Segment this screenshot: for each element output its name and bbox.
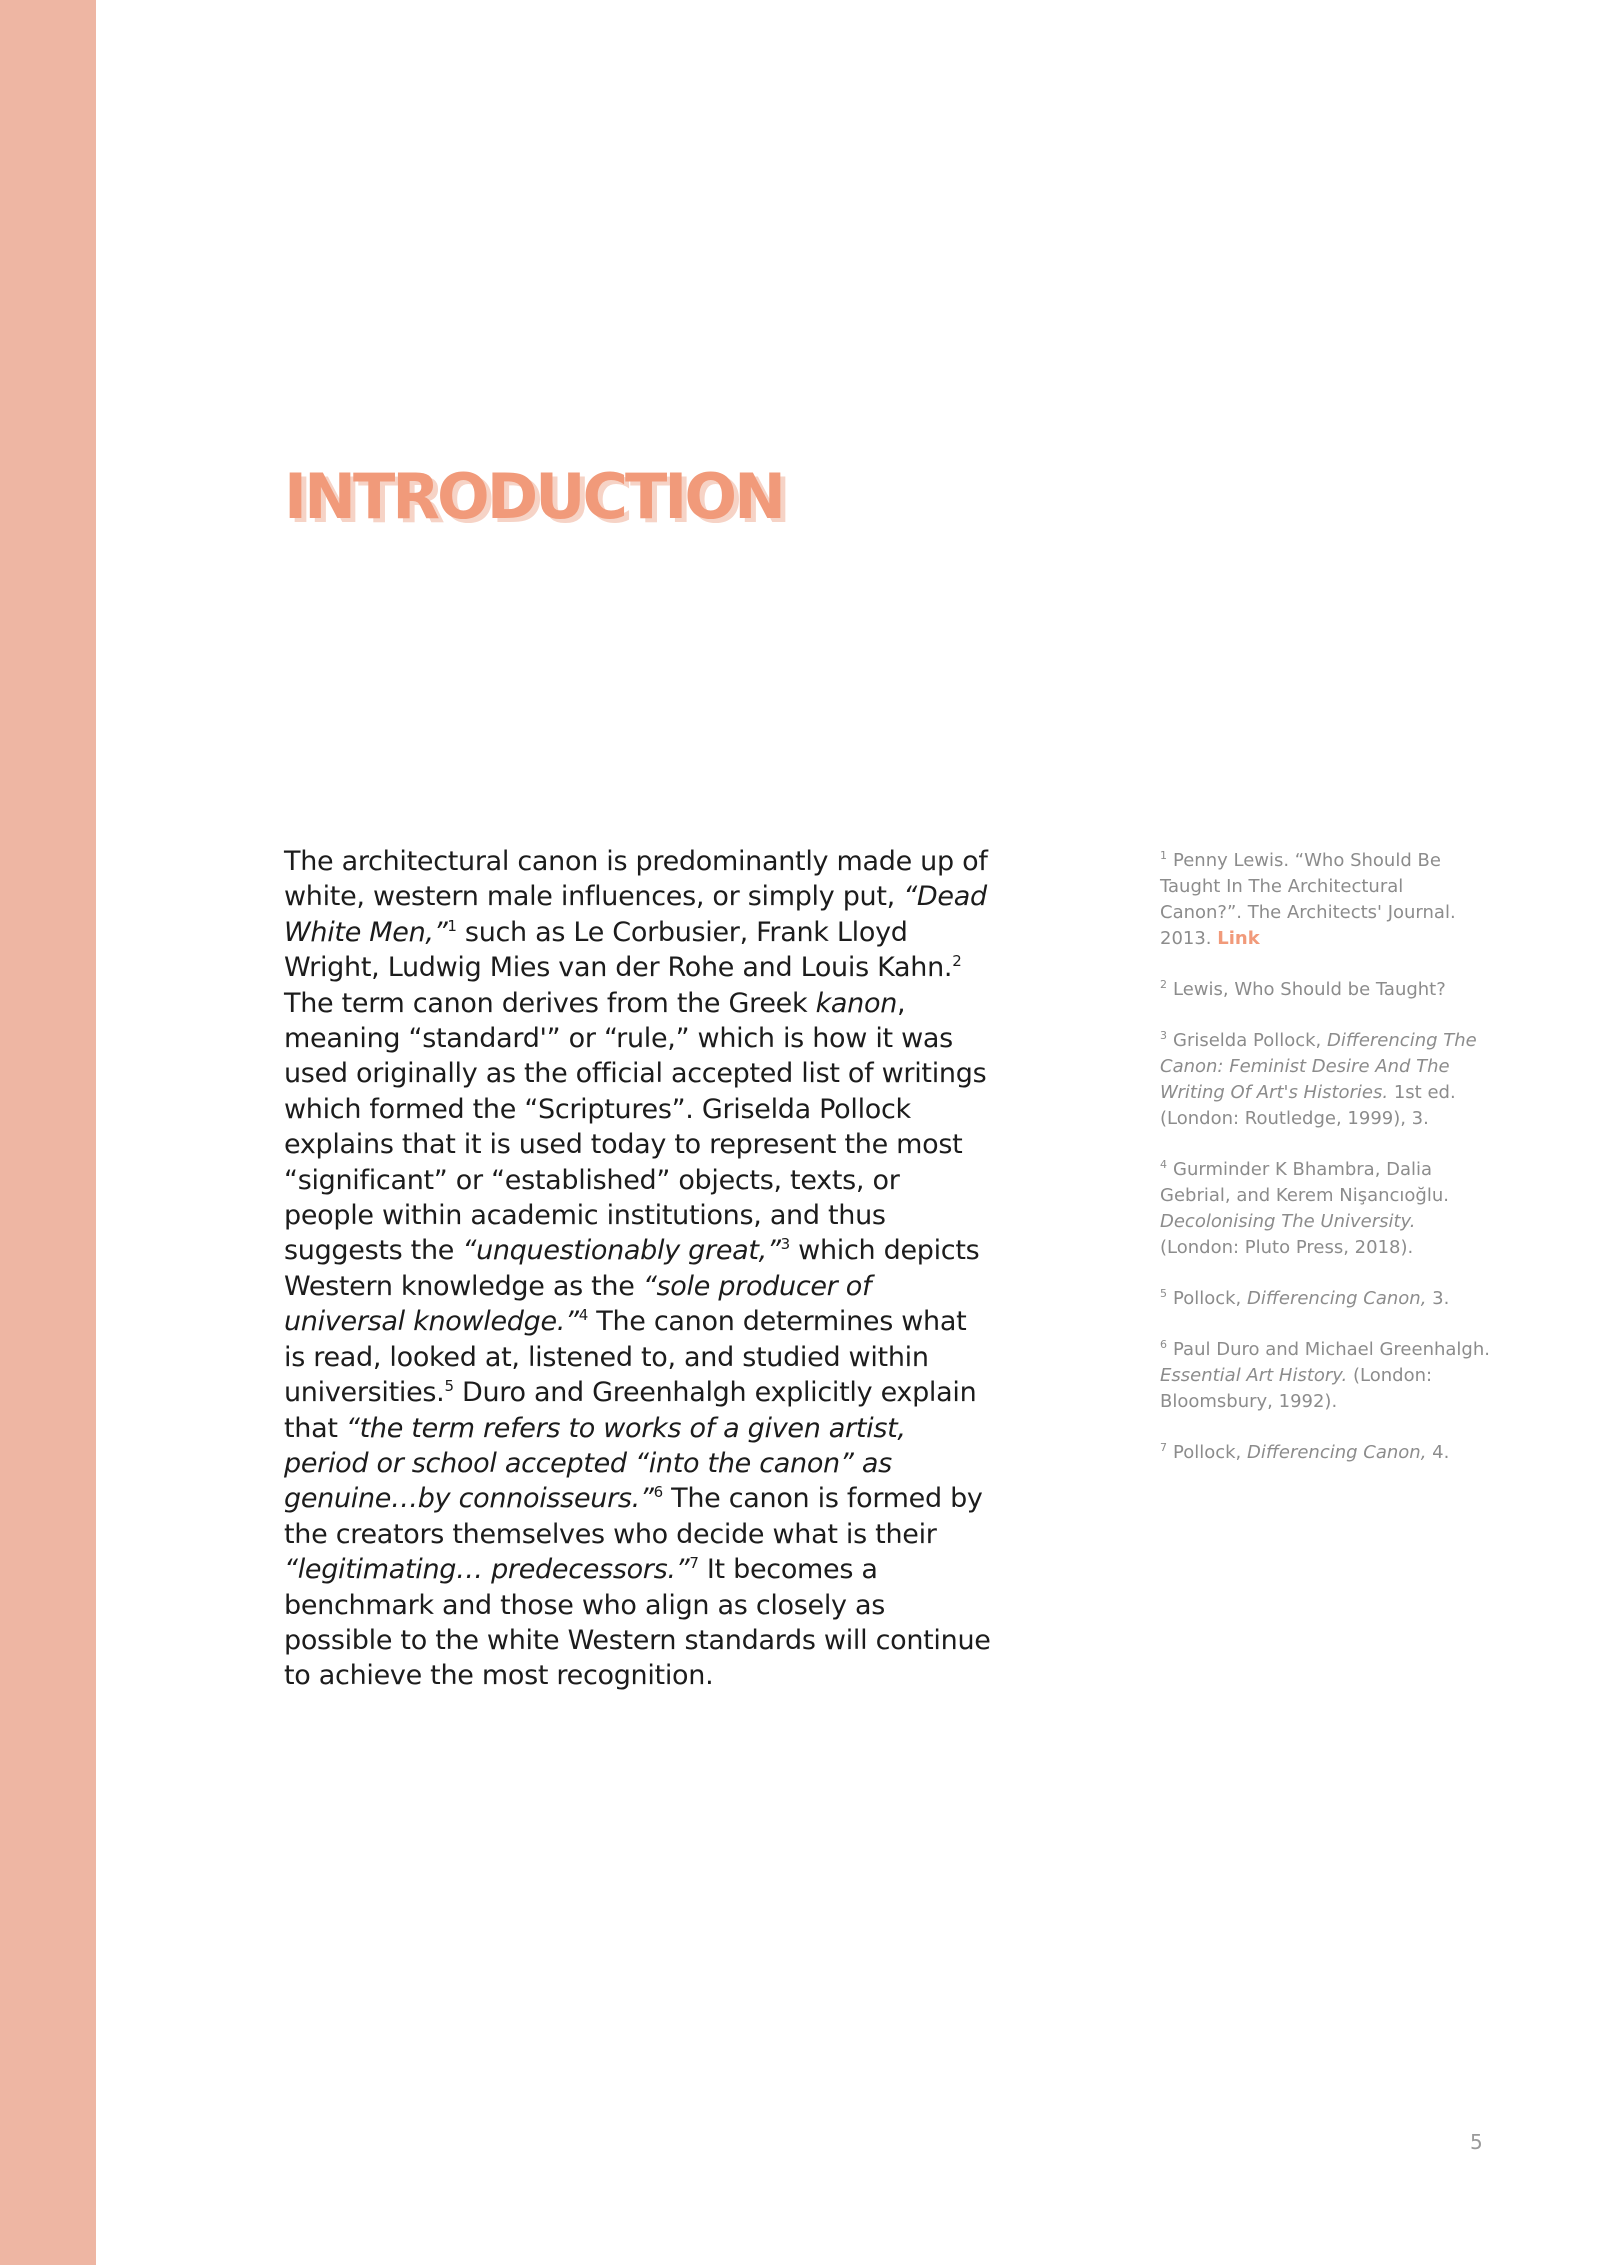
footnote-text: 1st ed. (London: Routledge, 1999), 3. bbox=[1160, 1082, 1456, 1129]
footnote-text: Gurminder K Bhambra, Dalia Gebrial, and Kerem Nişancıoğlu. bbox=[1160, 1159, 1449, 1206]
body-text-run: which depicts Western knowledge as the bbox=[284, 1235, 980, 1302]
footnote-number: 1 bbox=[1160, 849, 1167, 862]
term-kanon: kanon bbox=[815, 987, 898, 1019]
page-number: 5 bbox=[1470, 2130, 1483, 2154]
footnotes-list bbox=[1160, 848, 1490, 1491]
footnote-3 bbox=[1160, 1028, 1490, 1132]
footnote-title: Differencing Canon, bbox=[1247, 1288, 1427, 1309]
footnote-text: Paul Duro and Michael Greenhalgh. bbox=[1173, 1339, 1490, 1360]
quote-unquestionably-great: “unquestionably great,” bbox=[462, 1235, 781, 1267]
footnote-text: (London: Bloomsbury, 1992). bbox=[1160, 1365, 1433, 1412]
footnote-text: Lewis, Who Should be Taught? bbox=[1173, 979, 1446, 1000]
footnote-link[interactable]: Link bbox=[1217, 928, 1260, 949]
quote-dead-white-men: “Dead White Men,” bbox=[284, 881, 987, 948]
sidebar-accent-bar bbox=[0, 0, 96, 2265]
body-text-run: , meaning “standard'” or “rule,” which is how it was used originally as the official accepted list of writings which formed the “Scriptures”. Griselda Pollock explains that it is used today to represent the most “significant” or “established” objects, texts, or people within academic institutions, and thus suggests the bbox=[284, 987, 987, 1267]
body-text-run: The term canon derives from the Greek bbox=[284, 987, 816, 1019]
footnote-6 bbox=[1160, 1337, 1490, 1415]
body-text-run: The canon is formed by the creators themselves who decide what is their bbox=[284, 1483, 983, 1550]
footnote-text: Penny Lewis. “Who Should Be Taught In The Architectural Canon?”. The Architects' Journal. 2013. bbox=[1160, 850, 1456, 949]
footnote-1 bbox=[1160, 848, 1490, 952]
footnote-text: Pollock, bbox=[1173, 1288, 1248, 1309]
footnote-5 bbox=[1160, 1286, 1490, 1312]
footnote-text: (London: Pluto Press, 2018). bbox=[1160, 1237, 1414, 1258]
quote-term-refers: “the term refers to works of a given artist, period or school accepted “into the canon” as genuine…by connoisseurs.” bbox=[284, 1412, 906, 1515]
body-text-run: The canon determines what is read, looked at, listened to, and studied within universities. bbox=[284, 1306, 967, 1409]
body-text-run: It becomes a benchmark and those who align as closely as possible to the white Western standards will continue to achieve the most recognition. bbox=[284, 1554, 991, 1692]
footnote-7 bbox=[1160, 1440, 1490, 1466]
footnote-number: 6 bbox=[1160, 1338, 1167, 1351]
quote-legitimating-predecessors: “legitimating… predecessors.” bbox=[284, 1554, 690, 1586]
footnote-title: Differencing The Canon: Feminist Desire And The Writing Of Art's Histories. bbox=[1160, 1030, 1477, 1103]
footnote-title: Decolonising The University. bbox=[1160, 1211, 1416, 1232]
footnote-number: 4 bbox=[1160, 1158, 1167, 1171]
footnote-2 bbox=[1160, 977, 1490, 1003]
footnote-ref-6[interactable]: 6 bbox=[653, 1483, 663, 1502]
footnote-number: 3 bbox=[1160, 1029, 1167, 1042]
footnote-number: 5 bbox=[1160, 1287, 1167, 1300]
footnote-4 bbox=[1160, 1157, 1490, 1261]
footnote-ref-2[interactable]: 2 bbox=[952, 952, 962, 971]
footnote-ref-3[interactable]: 3 bbox=[780, 1235, 790, 1254]
body-text-run: such as Le Corbusier, Frank Lloyd Wright, Ludwig Mies van der Rohe and Louis Kahn. bbox=[284, 916, 953, 984]
quote-sole-producer: “sole producer of universal knowledge.” bbox=[284, 1270, 872, 1338]
body-text-run: The architectural canon is predominantly made up of white, western male influences, or simply put, bbox=[284, 846, 988, 913]
footnote-ref-1[interactable]: 1 bbox=[447, 916, 457, 935]
footnote-title: Differencing Canon, bbox=[1247, 1442, 1427, 1463]
footnote-number: 2 bbox=[1160, 978, 1167, 991]
footnote-ref-7[interactable]: 7 bbox=[689, 1554, 699, 1573]
footnote-text: 4. bbox=[1426, 1442, 1450, 1463]
footnote-title: Essential Art History. bbox=[1160, 1365, 1348, 1386]
body-paragraph bbox=[284, 844, 994, 1694]
body-text-run: Duro and Greenhalgh explicitly explain that bbox=[284, 1377, 977, 1444]
footnote-ref-4[interactable]: 4 bbox=[578, 1306, 588, 1325]
footnote-text: Griselda Pollock, bbox=[1173, 1030, 1327, 1051]
footnote-text: Pollock, bbox=[1173, 1442, 1248, 1463]
footnote-ref-5[interactable]: 5 bbox=[444, 1377, 454, 1396]
footnote-text: 3. bbox=[1426, 1288, 1450, 1309]
footnote-number: 7 bbox=[1160, 1441, 1167, 1454]
page-title: INTRODUCTION bbox=[284, 460, 783, 533]
